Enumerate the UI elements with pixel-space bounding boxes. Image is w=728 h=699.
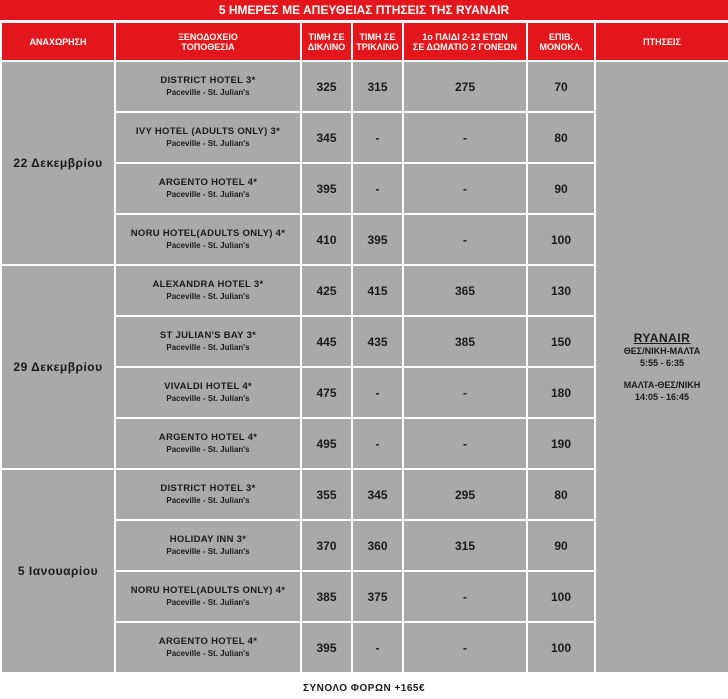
hotel-cell [116, 215, 300, 264]
single-supplement: 130 [528, 266, 594, 315]
child-price: 295 [404, 470, 526, 519]
triple-price: - [353, 419, 402, 468]
header-hotel: ΞΕΝΟΔΟΧΕΙΟ ΤΟΠΟΘΕΣΙΑ [116, 23, 300, 60]
hotel-cell [116, 623, 300, 672]
hotel-location: Paceville - St. Julian's [166, 546, 250, 556]
hotel-cell [116, 266, 300, 315]
taxes-note: ΣΥΝΟΛΟ ΦΟΡΩΝ +165€ [302, 683, 426, 694]
double-price: 395 [302, 164, 351, 213]
page-title: 5 ΗΜΕΡΕΣ ΜΕ ΑΠΕΥΘΕΙΑΣ ΠΤΗΣΕΙΣ ΤΗΣ RYANAIR [0, 0, 728, 20]
child-price: 315 [404, 521, 526, 570]
airline-name: RYANAIR [633, 330, 691, 345]
hotel-name: HOLIDAY INN 3* [169, 533, 247, 545]
hotel-location: Paceville - St. Julian's [166, 138, 250, 148]
triple-price: - [353, 164, 402, 213]
child-price: - [404, 572, 526, 621]
hotel-name: NORU HOTEL(ADULTS ONLY) 4* [130, 227, 286, 239]
hotel-name: ARGENTO HOTEL 4* [158, 176, 258, 188]
double-price: 425 [302, 266, 351, 315]
triple-price: - [353, 113, 402, 162]
triple-price: 360 [353, 521, 402, 570]
child-price: - [404, 113, 526, 162]
double-price: 445 [302, 317, 351, 366]
child-price: 275 [404, 62, 526, 111]
hotel-name: DISTRICT HOTEL 3* [160, 482, 256, 494]
double-price: 345 [302, 113, 351, 162]
hotel-cell [116, 317, 300, 366]
child-price: 365 [404, 266, 526, 315]
price-table [0, 21, 728, 674]
child-price: - [404, 164, 526, 213]
hotel-name: DISTRICT HOTEL 3* [160, 74, 256, 86]
triple-price: 395 [353, 215, 402, 264]
hotel-location: Paceville - St. Julian's [166, 189, 250, 199]
hotel-location: Paceville - St. Julian's [166, 597, 250, 607]
hotel-cell [116, 572, 300, 621]
departure-date: 29 Δεκεμβρίου [2, 266, 114, 468]
double-price: 410 [302, 215, 351, 264]
hotel-cell [116, 521, 300, 570]
header-departure: ΑΝΑΧΩΡΗΣΗ [2, 23, 114, 60]
double-price: 495 [302, 419, 351, 468]
single-supplement: 90 [528, 521, 594, 570]
hotel-cell [116, 62, 300, 111]
single-supplement: 100 [528, 215, 594, 264]
flights-info [596, 62, 728, 672]
hotel-location: Paceville - St. Julian's [166, 342, 250, 352]
child-price: - [404, 623, 526, 672]
hotel-name: ARGENTO HOTEL 4* [158, 431, 258, 443]
hotel-cell [116, 368, 300, 417]
child-price: 385 [404, 317, 526, 366]
double-price: 325 [302, 62, 351, 111]
hotel-location: Paceville - St. Julian's [166, 495, 250, 505]
hotel-name: NORU HOTEL(ADULTS ONLY) 4* [130, 584, 286, 596]
table-row [2, 62, 728, 111]
triple-price: 435 [353, 317, 402, 366]
return-route: ΜΑΛΤΑ-ΘΕΣ/ΝΙΚΗ [623, 379, 701, 390]
outbound-time: 5:55 - 6:35 [639, 357, 685, 368]
hotel-location: Paceville - St. Julian's [166, 240, 250, 250]
header-flights: ΠΤΗΣΕΙΣ [596, 23, 728, 60]
double-price: 370 [302, 521, 351, 570]
hotel-name: IVY HOTEL (ADULTS ONLY) 3* [135, 125, 281, 137]
double-price: 355 [302, 470, 351, 519]
departure-date: 5 Ιανουαρίου [2, 470, 114, 672]
child-price: - [404, 215, 526, 264]
double-price: 395 [302, 623, 351, 672]
single-supplement: 80 [528, 113, 594, 162]
single-supplement: 150 [528, 317, 594, 366]
header-child-price: 1ο ΠΑΙΔΙ 2-12 ΕΤΩΝ ΣΕ ΔΩΜΑΤΙΟ 2 ΓΟΝΕΩΝ [404, 23, 526, 60]
hotel-cell [116, 164, 300, 213]
triple-price: - [353, 368, 402, 417]
single-supplement: 190 [528, 419, 594, 468]
header-double-price: ΤΙΜΗ ΣΕ ΔΙΚΛΙΝΟ [302, 23, 351, 60]
hotel-location: Paceville - St. Julian's [166, 444, 250, 454]
triple-price: 315 [353, 62, 402, 111]
header-triple-price: ΤΙΜΗ ΣΕ ΤΡΙΚΛΙΝΟ [353, 23, 402, 60]
child-price: - [404, 368, 526, 417]
hotel-cell [116, 470, 300, 519]
single-supplement: 90 [528, 164, 594, 213]
return-time: 14:05 - 16:45 [634, 391, 690, 402]
triple-price: 415 [353, 266, 402, 315]
departure-date: 22 Δεκεμβρίου [2, 62, 114, 264]
single-supplement: 100 [528, 572, 594, 621]
single-supplement: 80 [528, 470, 594, 519]
triple-price: 375 [353, 572, 402, 621]
hotel-cell [116, 419, 300, 468]
hotel-name: ALEXANDRA HOTEL 3* [152, 278, 264, 290]
hotel-location: Paceville - St. Julian's [166, 87, 250, 97]
hotel-location: Paceville - St. Julian's [166, 291, 250, 301]
double-price: 475 [302, 368, 351, 417]
single-supplement: 180 [528, 368, 594, 417]
single-supplement: 70 [528, 62, 594, 111]
header-single-supplement: ΕΠΙΒ. ΜΟΝΟΚΛ. [528, 23, 594, 60]
hotel-name: ST JULIAN'S BAY 3* [159, 329, 257, 341]
hotel-name: ARGENTO HOTEL 4* [158, 635, 258, 647]
hotel-location: Paceville - St. Julian's [166, 648, 250, 658]
table-header-row [2, 23, 728, 60]
triple-price: 345 [353, 470, 402, 519]
outbound-route: ΘΕΣ/ΝΙΚΗ-ΜΑΛΤΑ [623, 345, 701, 356]
hotel-location: Paceville - St. Julian's [166, 393, 250, 403]
hotel-name: VIVALDI HOTEL 4* [164, 380, 252, 392]
double-price: 385 [302, 572, 351, 621]
child-price: - [404, 419, 526, 468]
triple-price: - [353, 623, 402, 672]
hotel-cell [116, 113, 300, 162]
single-supplement: 100 [528, 623, 594, 672]
